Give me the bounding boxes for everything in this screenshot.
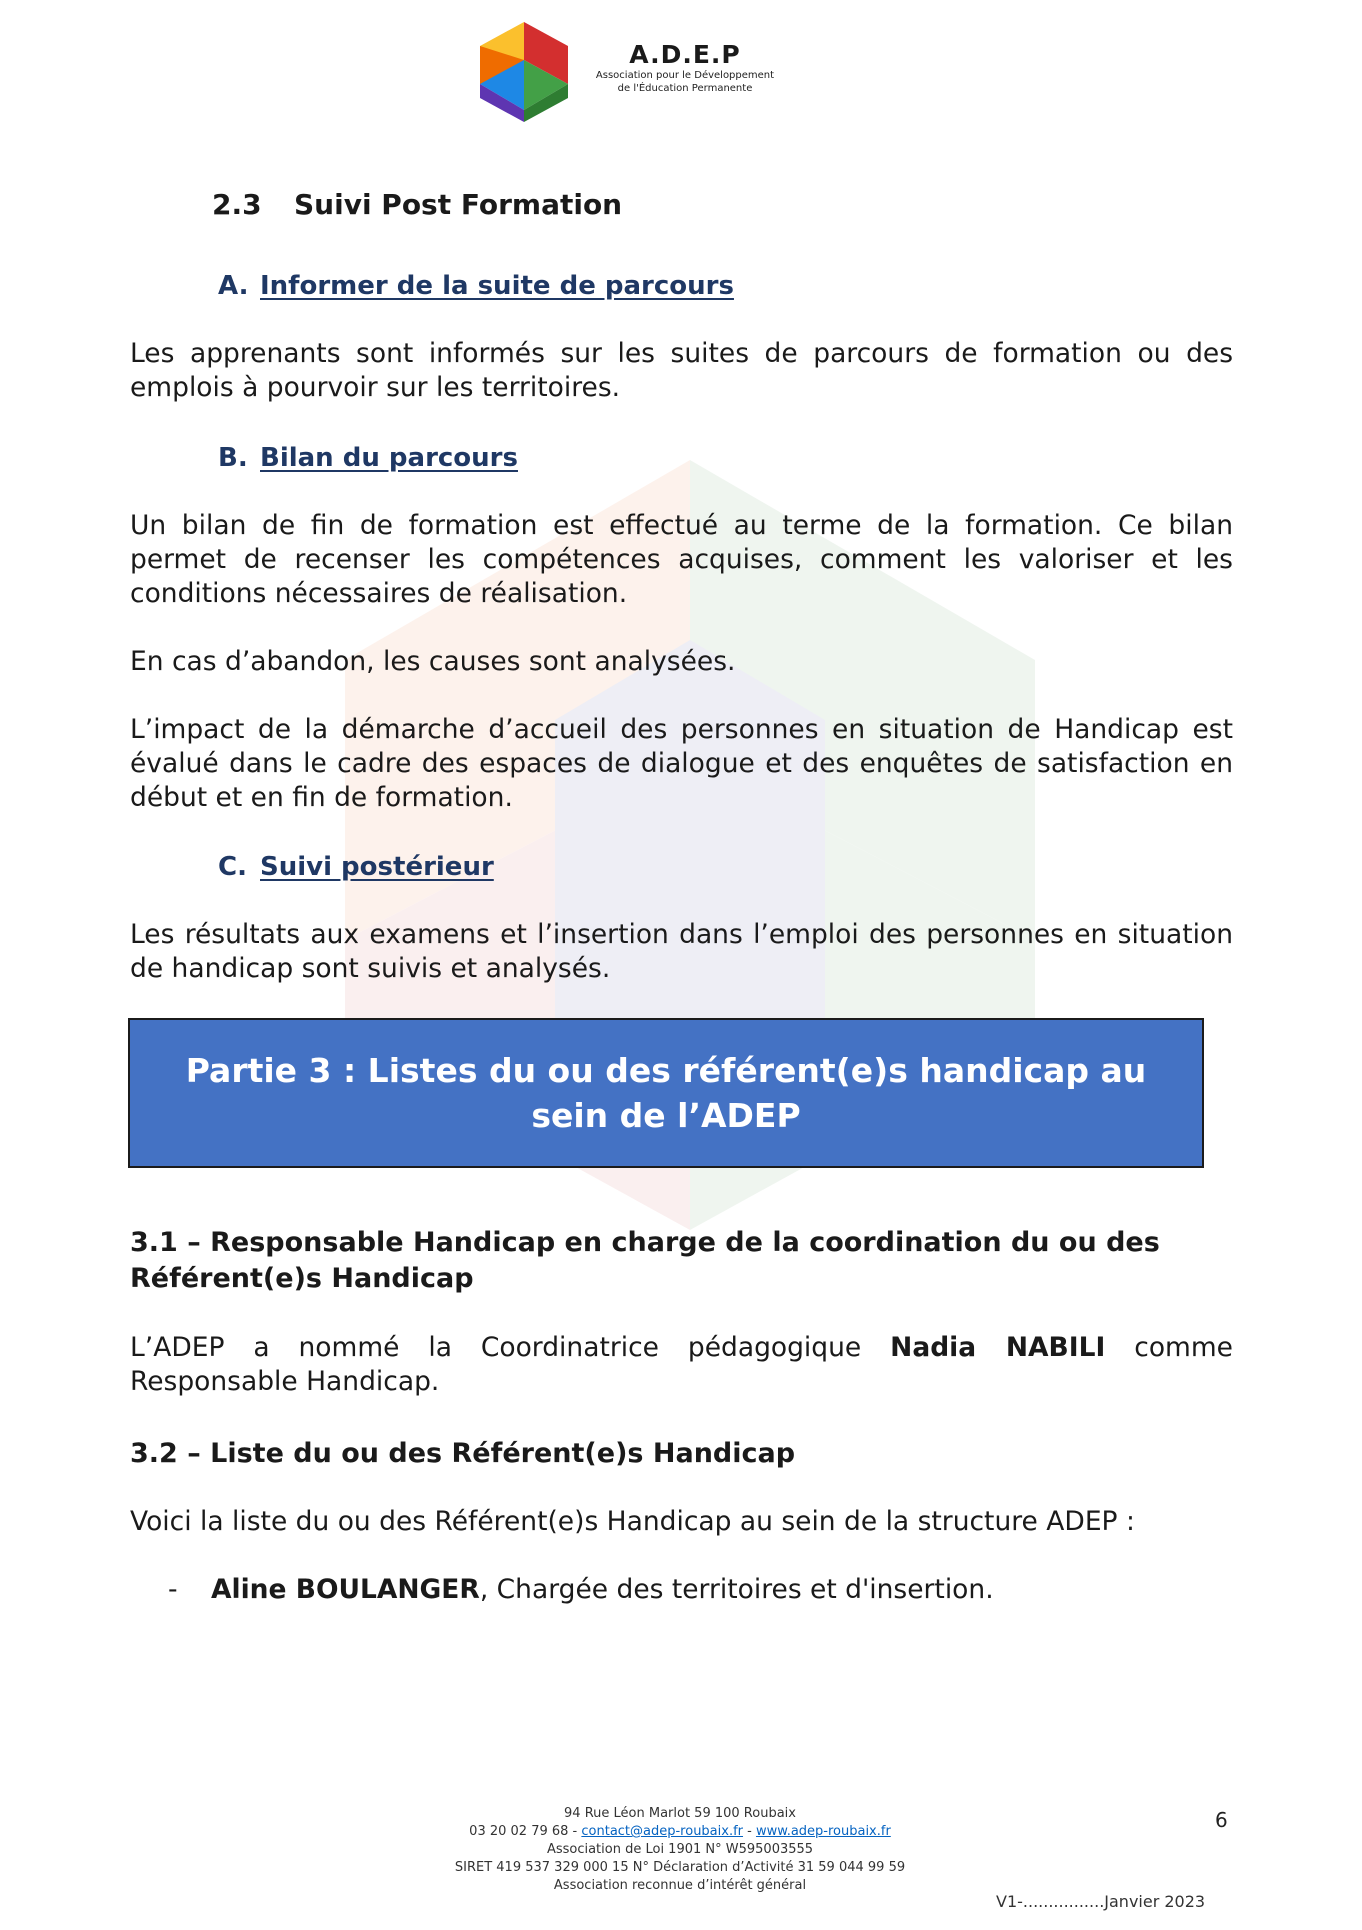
brand-subtitle-line2: de l'Éducation Permanente	[617, 83, 753, 94]
list-item	[168, 1573, 994, 1607]
banner-line1: Partie 3 : Listes du ou des référent(e)s handicap au	[185, 1051, 1147, 1090]
subheading-title: Bilan du parcours	[260, 443, 518, 473]
footer-separator: -	[743, 1824, 756, 1839]
brand-block	[585, 40, 785, 95]
paragraph-b3: L’impact de la démarche d’accueil des personnes en situation de Handicap est évalué dans le cadre des espaces de dialogue et des enquêtes de satisfaction en début et en fin de formation.	[130, 714, 1233, 813]
footer-address: 94 Rue Léon Marlot 59 100 Roubaix	[564, 1806, 796, 1821]
footer	[380, 1805, 980, 1895]
section-title: Suivi Post Formation	[294, 188, 623, 221]
version-label: V1-................Janvier 2023	[996, 1892, 1206, 1911]
adep-logo-icon	[480, 22, 568, 122]
paragraph-a: Les apprenants sont informés sur les suites de parcours de formation ou des emplois à pourvoir sur les territoires.	[130, 338, 1233, 403]
section-number: 2.3	[212, 188, 262, 221]
section-heading-3-2: 3.2 – Liste du ou des Référent(e)s Handicap	[130, 1438, 796, 1469]
brand-subtitle-line1: Association pour le Développement	[595, 70, 775, 81]
subheading-letter: A.	[218, 271, 249, 301]
subheading-a	[218, 271, 734, 301]
footer-siret: SIRET 419 537 329 000 15 N° Déclaration d’Activité 31 59 044 99 59	[454, 1860, 906, 1875]
page-number: 6	[1215, 1808, 1228, 1832]
subheading-title: Informer de la suite de parcours	[260, 271, 734, 301]
subheading-letter: B.	[218, 443, 248, 473]
footer-website-link[interactable]: www.adep-roubaix.fr	[755, 1824, 891, 1839]
referent-name: Aline BOULANGER	[211, 1574, 480, 1605]
paragraph-c: Les résultats aux examens et l’insertion dans l’emploi des personnes en situation de handicap sont suivis et analysés.	[130, 919, 1233, 984]
section-heading-3-1: 3.1 – Responsable Handicap en charge de la coordination du ou des Référent(e)s Handicap	[130, 1227, 1160, 1294]
brand-name: A.D.E.P	[629, 40, 741, 69]
subheading-title: Suivi postérieur	[260, 852, 494, 882]
subheading-letter: C.	[218, 852, 247, 882]
footer-loi: Association de Loi 1901 N° W595003555	[546, 1842, 814, 1857]
list-bullet: -	[168, 1574, 178, 1605]
paragraph-3-2-intro: Voici la liste du ou des Référent(e)s Handicap au sein de la structure ADEP :	[130, 1506, 1135, 1537]
footer-interet: Association reconnue d’intérêt général	[553, 1878, 807, 1893]
paragraph-3-1	[130, 1331, 1233, 1399]
referent-role: , Chargée des territoires et d'insertion.	[479, 1574, 994, 1605]
section-heading-2-3	[212, 188, 622, 221]
footer-email-link[interactable]: contact@adep-roubaix.fr	[581, 1824, 744, 1839]
paragraph-b2: En cas d’abandon, les causes sont analysées.	[130, 646, 736, 677]
footer-phone: 03 20 02 79 68 -	[469, 1824, 582, 1839]
text-before-name: L’ADEP a nommé la Coordinatrice pédagogique	[130, 1332, 862, 1363]
subheading-c	[218, 852, 494, 882]
text-after-name: comme Responsable Handicap.	[130, 1332, 1233, 1397]
part-3-banner	[128, 1018, 1204, 1168]
responsable-name: Nadia NABILI	[890, 1332, 1106, 1363]
subheading-b	[218, 443, 518, 473]
banner-line2: sein de l’ADEP	[531, 1096, 801, 1135]
footer-contact	[380, 1823, 980, 1841]
paragraph-b1: Un bilan de fin de formation est effectué au terme de la formation. Ce bilan permet de recenser les compétences acquises, comment les valoriser et les conditions nécessaires de réalisation.	[130, 510, 1233, 609]
